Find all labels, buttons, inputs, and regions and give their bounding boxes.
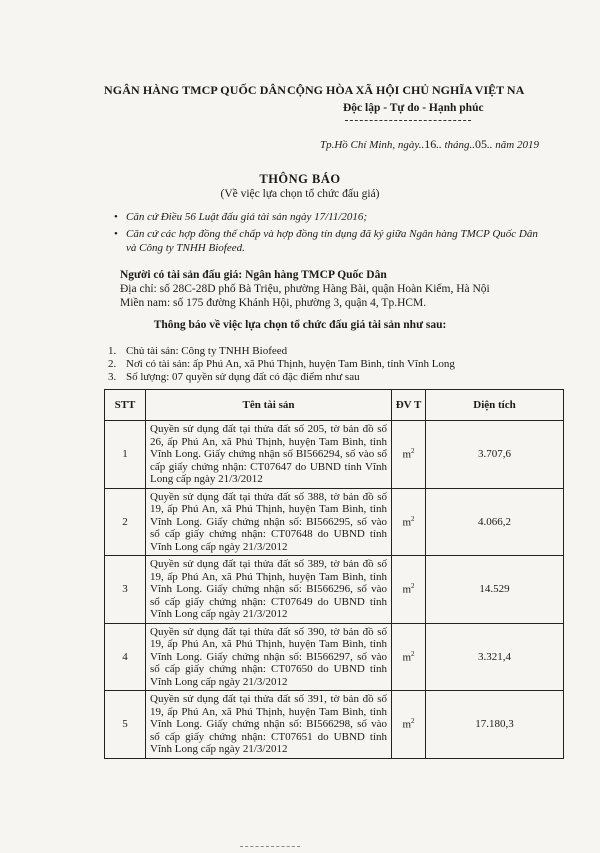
table-row bbox=[105, 488, 564, 556]
dateline-day: 16 bbox=[424, 137, 437, 151]
cell-unit: $m^2$ bbox=[392, 488, 426, 556]
motto-underline bbox=[345, 120, 471, 121]
cell-area: 4.066,2 bbox=[426, 488, 564, 556]
dateline-month-label: tháng bbox=[444, 139, 470, 151]
cell-name: Quyền sử dụng đất tại thửa đất số 205, tờ bản đồ số 26, ấp Phú An, xã Phú Thịnh, huyện Tam Bình, tỉnh Vĩnh Long. Giấy chứng nhận số BI566294, số vào sổ cấp giấy chứng nhận: CT07647 do UBND tỉnh Vĩnh Long cấp ngày 21/3/2012 bbox=[146, 421, 392, 489]
list-item: 2. Nơi có tài sản: ấp Phú An, xã Phú Thịnh, huyện Tam Bình, tỉnh Vĩnh Long bbox=[108, 358, 455, 370]
table-header-row bbox=[105, 390, 564, 421]
header-stt: STT bbox=[105, 390, 146, 421]
cell-unit: $m^2$ bbox=[392, 421, 426, 489]
cell-name: Quyền sử dụng đất tại thửa đất số 388, tờ bản đồ số 19, ấp Phú An, xã Phú Thịnh, huyện Tam Bình, tỉnh Vĩnh Long. Giấy chứng nhận số: BI566295, số vào sổ cấp giấy chứng nhận: CT07648 do UBND tỉnh Vĩnh Long cấp ngày 21/3/2012 bbox=[146, 488, 392, 556]
table-row bbox=[105, 421, 564, 489]
owner-address: Địa chỉ: số 28C-28D phố Bà Triệu, phường Hàng Bài, quận Hoàn Kiếm, Hà Nội bbox=[120, 283, 490, 295]
dateline-prefix: Tp.Hồ Chí Minh, ngày bbox=[320, 139, 419, 151]
table-row bbox=[105, 623, 564, 691]
cell-area: 3.707,6 bbox=[426, 421, 564, 489]
header-area: Diện tích bbox=[426, 390, 564, 421]
cell-unit: $m^2$ bbox=[392, 556, 426, 624]
assets-table bbox=[104, 389, 564, 759]
asset-owner-block bbox=[120, 268, 560, 310]
cell-area: 14.529 bbox=[426, 556, 564, 624]
dateline: Tp.Hồ Chí Minh, ngày..16.. tháng..05.. năm 2019 bbox=[320, 137, 539, 151]
owner-lead: Người có tài sản đấu giá: Ngân hàng TMCP Quốc Dân bbox=[120, 269, 387, 281]
dateline-month: 05 bbox=[475, 137, 488, 151]
bank-name: NGÂN HÀNG TMCP QUỐC DÂN bbox=[104, 83, 287, 97]
national-motto: Độc lập - Tự do - Hạnh phúc bbox=[343, 102, 484, 114]
legal-bases bbox=[114, 210, 544, 258]
table-row bbox=[105, 556, 564, 624]
legal-basis-item: • Căn cứ Điều 56 Luật đấu giá tài sản ngày 17/11/2016; bbox=[114, 210, 544, 224]
cell-name: Quyền sử dụng đất tại thửa đất số 389, tờ bản đồ số 19, ấp Phú An, xã Phú Thịnh, huyện Tam Bình, tỉnh Vĩnh Long. Giấy chứng nhận số: BI566296, số vào sổ cấp giấy chứng nhận: CT07649 do UBND tỉnh Vĩnh Long cấp ngày 21/3/2012 bbox=[146, 556, 392, 624]
cell-unit: $m^2$ bbox=[392, 691, 426, 759]
cell-area: 17.180,3 bbox=[426, 691, 564, 759]
cell-area: 3.321,4 bbox=[426, 623, 564, 691]
cell-stt: 4 bbox=[105, 623, 146, 691]
cell-stt: 5 bbox=[105, 691, 146, 759]
page-edge-mark bbox=[240, 846, 300, 849]
cell-unit: $m^2$ bbox=[392, 623, 426, 691]
notice-items bbox=[108, 345, 558, 384]
owner-branch: Miền nam: số 175 đường Khánh Hội, phường 3, quận 4, Tp.HCM. bbox=[120, 297, 427, 309]
list-item: 1. Chủ tài sản: Công ty TNHH Biofeed bbox=[108, 345, 288, 357]
document-subtitle: (Về việc lựa chọn tổ chức đấu giá) bbox=[220, 188, 380, 200]
cell-stt: 2 bbox=[105, 488, 146, 556]
header-name: Tên tài sản bbox=[146, 390, 392, 421]
header-unit: ĐV T bbox=[392, 390, 426, 421]
cell-name: Quyền sử dụng đất tại thửa đất số 391, tờ bản đồ số 19, ấp Phú An, xã Phú Thịnh, huyện Tam Bình, tỉnh Vĩnh Long. Giấy chứng nhận số: BI566298, số vào sổ cấp giấy chứng nhận: CT07651 do UBND tỉnh Vĩnh Long cấp ngày 21/3/2012 bbox=[146, 691, 392, 759]
legal-basis-item: • Căn cứ các hợp đồng thế chấp và hợp đồng tín dụng đã ký giữa Ngân hàng TMCP Quốc Dân và Công ty TNHH Biofeed. bbox=[114, 227, 544, 255]
notice-heading: Thông báo về việc lựa chọn tổ chức đấu giá tài sản như sau: bbox=[153, 319, 447, 331]
dateline-year: năm 2019 bbox=[495, 139, 539, 151]
cell-stt: 1 bbox=[105, 421, 146, 489]
country-name: CỘNG HÒA XÃ HỘI CHỦ NGHĨA VIỆT NA bbox=[287, 83, 525, 97]
document-title: THÔNG BÁO bbox=[259, 172, 341, 186]
table-row bbox=[105, 691, 564, 759]
cell-stt: 3 bbox=[105, 556, 146, 624]
cell-name: Quyền sử dụng đất tại thửa đất số 390, tờ bản đồ số 19, ấp Phú An, xã Phú Thịnh, huyện Tam Bình, tỉnh Vĩnh Long. Giấy chứng nhận số: BI566297, số vào sổ cấp giấy chứng nhận: CT07650 do UBND tỉnh Vĩnh Long cấp ngày 21/3/2012 bbox=[146, 623, 392, 691]
list-item: 3. Số lượng: 07 quyền sử dụng đất có đặc điểm như sau bbox=[108, 371, 360, 383]
